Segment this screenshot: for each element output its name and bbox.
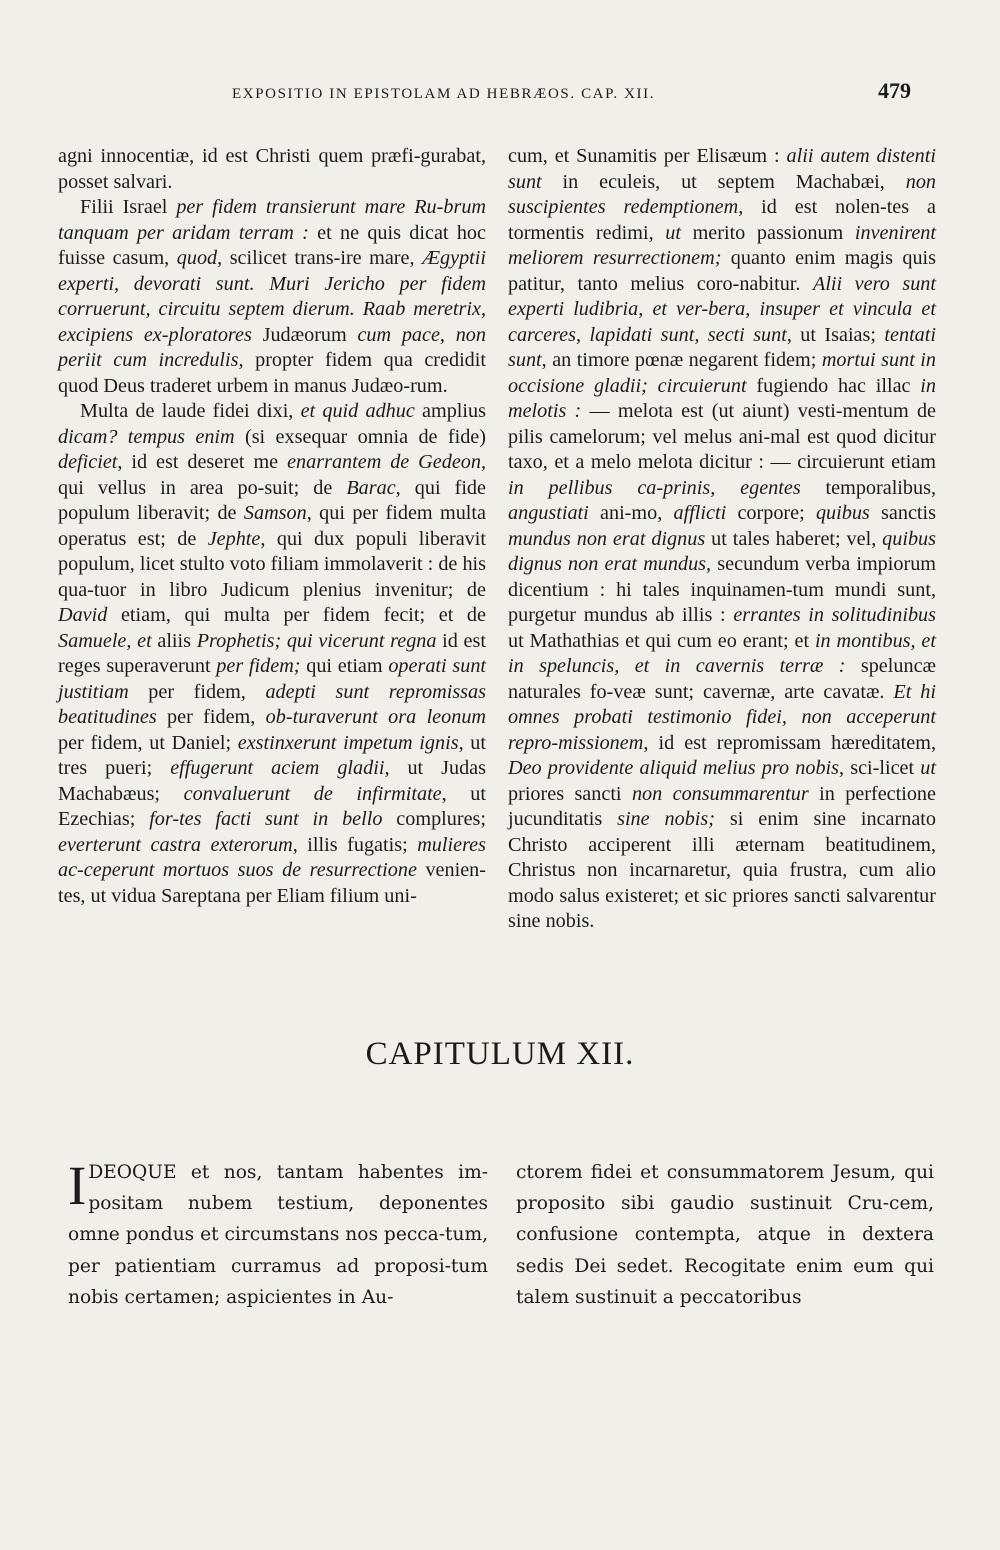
scripture-left-text: DEOQUE et nos, tantam habentes im-positam nubem testium, deponentes omne pondus et circumstans nos pecca-tum, per patientiam curramus ad proposi-tum nobis certamen; aspicientes in Au- xyxy=(68,1162,489,1308)
drop-cap: I xyxy=(68,1155,87,1216)
scripture-left-column xyxy=(68,1157,488,1313)
commentary-right-column: cum, et Sunamitis per Elisæum : alii autem distenti sunt in eculeis, ut septem Machabæi, non suscipientes redemptionem, id est nolen-tes a tormentis redimi, ut merito passionum invenirent meliorem resurrectionem; quanto enim magis quis patitur, tanto melius coro-nabitur. Alii vero sunt experti ludibria, et ver-bera, insuper et vincula et carceres, lapidati sunt, secti sunt, ut Isaias; tentati sunt, an timore pœnæ negarent fidem; mortui sunt in occisione gladii; circuierunt fugiendo hac illac in melotis : — melota est (ut aiunt) vesti-mentum de pilis camelorum; vel melus ani-mal est quod dicitur taxo, et a melo melota dicitur : — circuierunt etiam in pellibus ca-prinis, egentes temporalibus, angustiati ani-mo, afflicti corpore; quibus sanctis mundus non erat dignus ut tales haberet; vel, quibus dignus non erat mundus, secundum verba impiorum dicentium : hi tales inquinamen-tum mundi sunt, purgetur mundus ab illis : errantes in solitudinibus ut Mathathias et qui cum eo erant; et in montibus, et in speluncis, et in cavernis terræ : speluncæ naturales fo-veæ sunt; cavernæ, arte cavatæ. Et hi omnes probati testimonio fidei, non acceperunt repro-missionem, id est repromissam hæreditatem, Deo providente aliquid melius pro nobis, sci-licet ut priores sancti non consummarentur in perfectione jucunditatis sine nobis; si enim sine incarnato Christo acciperent illi æternam beatitudinem, Christus non incarnaretur, quia frustra, cum alio modo salus existeret; et sic priores sancti salvarentur sine nobis. xyxy=(508,145,937,932)
commentary-left-column: agni innocentiæ, id est Christi quem præfi-gurabat, posset salvari. Filii Israel per fidem transierunt mare Ru-brum tanquam per aridam terram : et ne quis dicat hoc fuisse casum, quod, scilicet trans-ire mare, Ægyptii experti, devorati sunt. Muri Jericho per fidem corruerunt, circuitu septem dierum. Raab meretrix, excipiens ex-ploratores Judæorum cum pace, non periit cum incredulis, propter fidem qua credidit quod Deus traderet urbem in manus Judæo-rum. Multa de laude fidei dixi, et quid adhuc amplius dicam? tempus enim (si exsequar omnia de fide) deficiet, id est deseret me enarrantem de Gedeon, qui vellus in area po-suit; de Barac, qui fide populum liberavit; de Samson, qui per fidem multa operatus est; de Jephte, qui dux populi liberavit populum, licet stulto voto filiam immolaverit : de his qua-tuor in libro Judicum plenius invenitur; de David etiam, qui multa per fidem fecit; et de Samuele, et aliis Prophetis; qui vicerunt regna id est reges superaverunt per fidem; qui etiam operati sunt justitiam per fidem, adepti sunt repromissas beatitudines per fidem, ob-turaverunt ora leonum per fidem, ut Daniel; exstinxerunt impetum ignis, ut tres pueri; effugerunt aciem gladii, ut Judas Machabæus; convaluerunt de infirmitate, ut Ezechias; for-tes facti sunt in bello complures; everterunt castra exterorum, illis fugatis; mulieres ac-ceperunt mortuos suos de resurrectione venien-tes, ut vidua Sareptana per Eliam filium uni- xyxy=(58,145,487,907)
page-number: 479 xyxy=(878,78,911,103)
running-head: EXPOSITIO IN EPISTOLAM AD HEBRÆOS. CAP. XII. xyxy=(232,86,656,102)
scripture-right-column: ctorem fidei et consummatorem Jesum, qui proposito sibi gaudio sustinuit Cru-cem, confusione contempta, atque in dextera sedis Dei sedet. Recogitate enim eum qui talem sustinuit a peccatoribus xyxy=(516,1162,934,1308)
chapter-title: CAPITULUM XII. xyxy=(365,1036,635,1072)
